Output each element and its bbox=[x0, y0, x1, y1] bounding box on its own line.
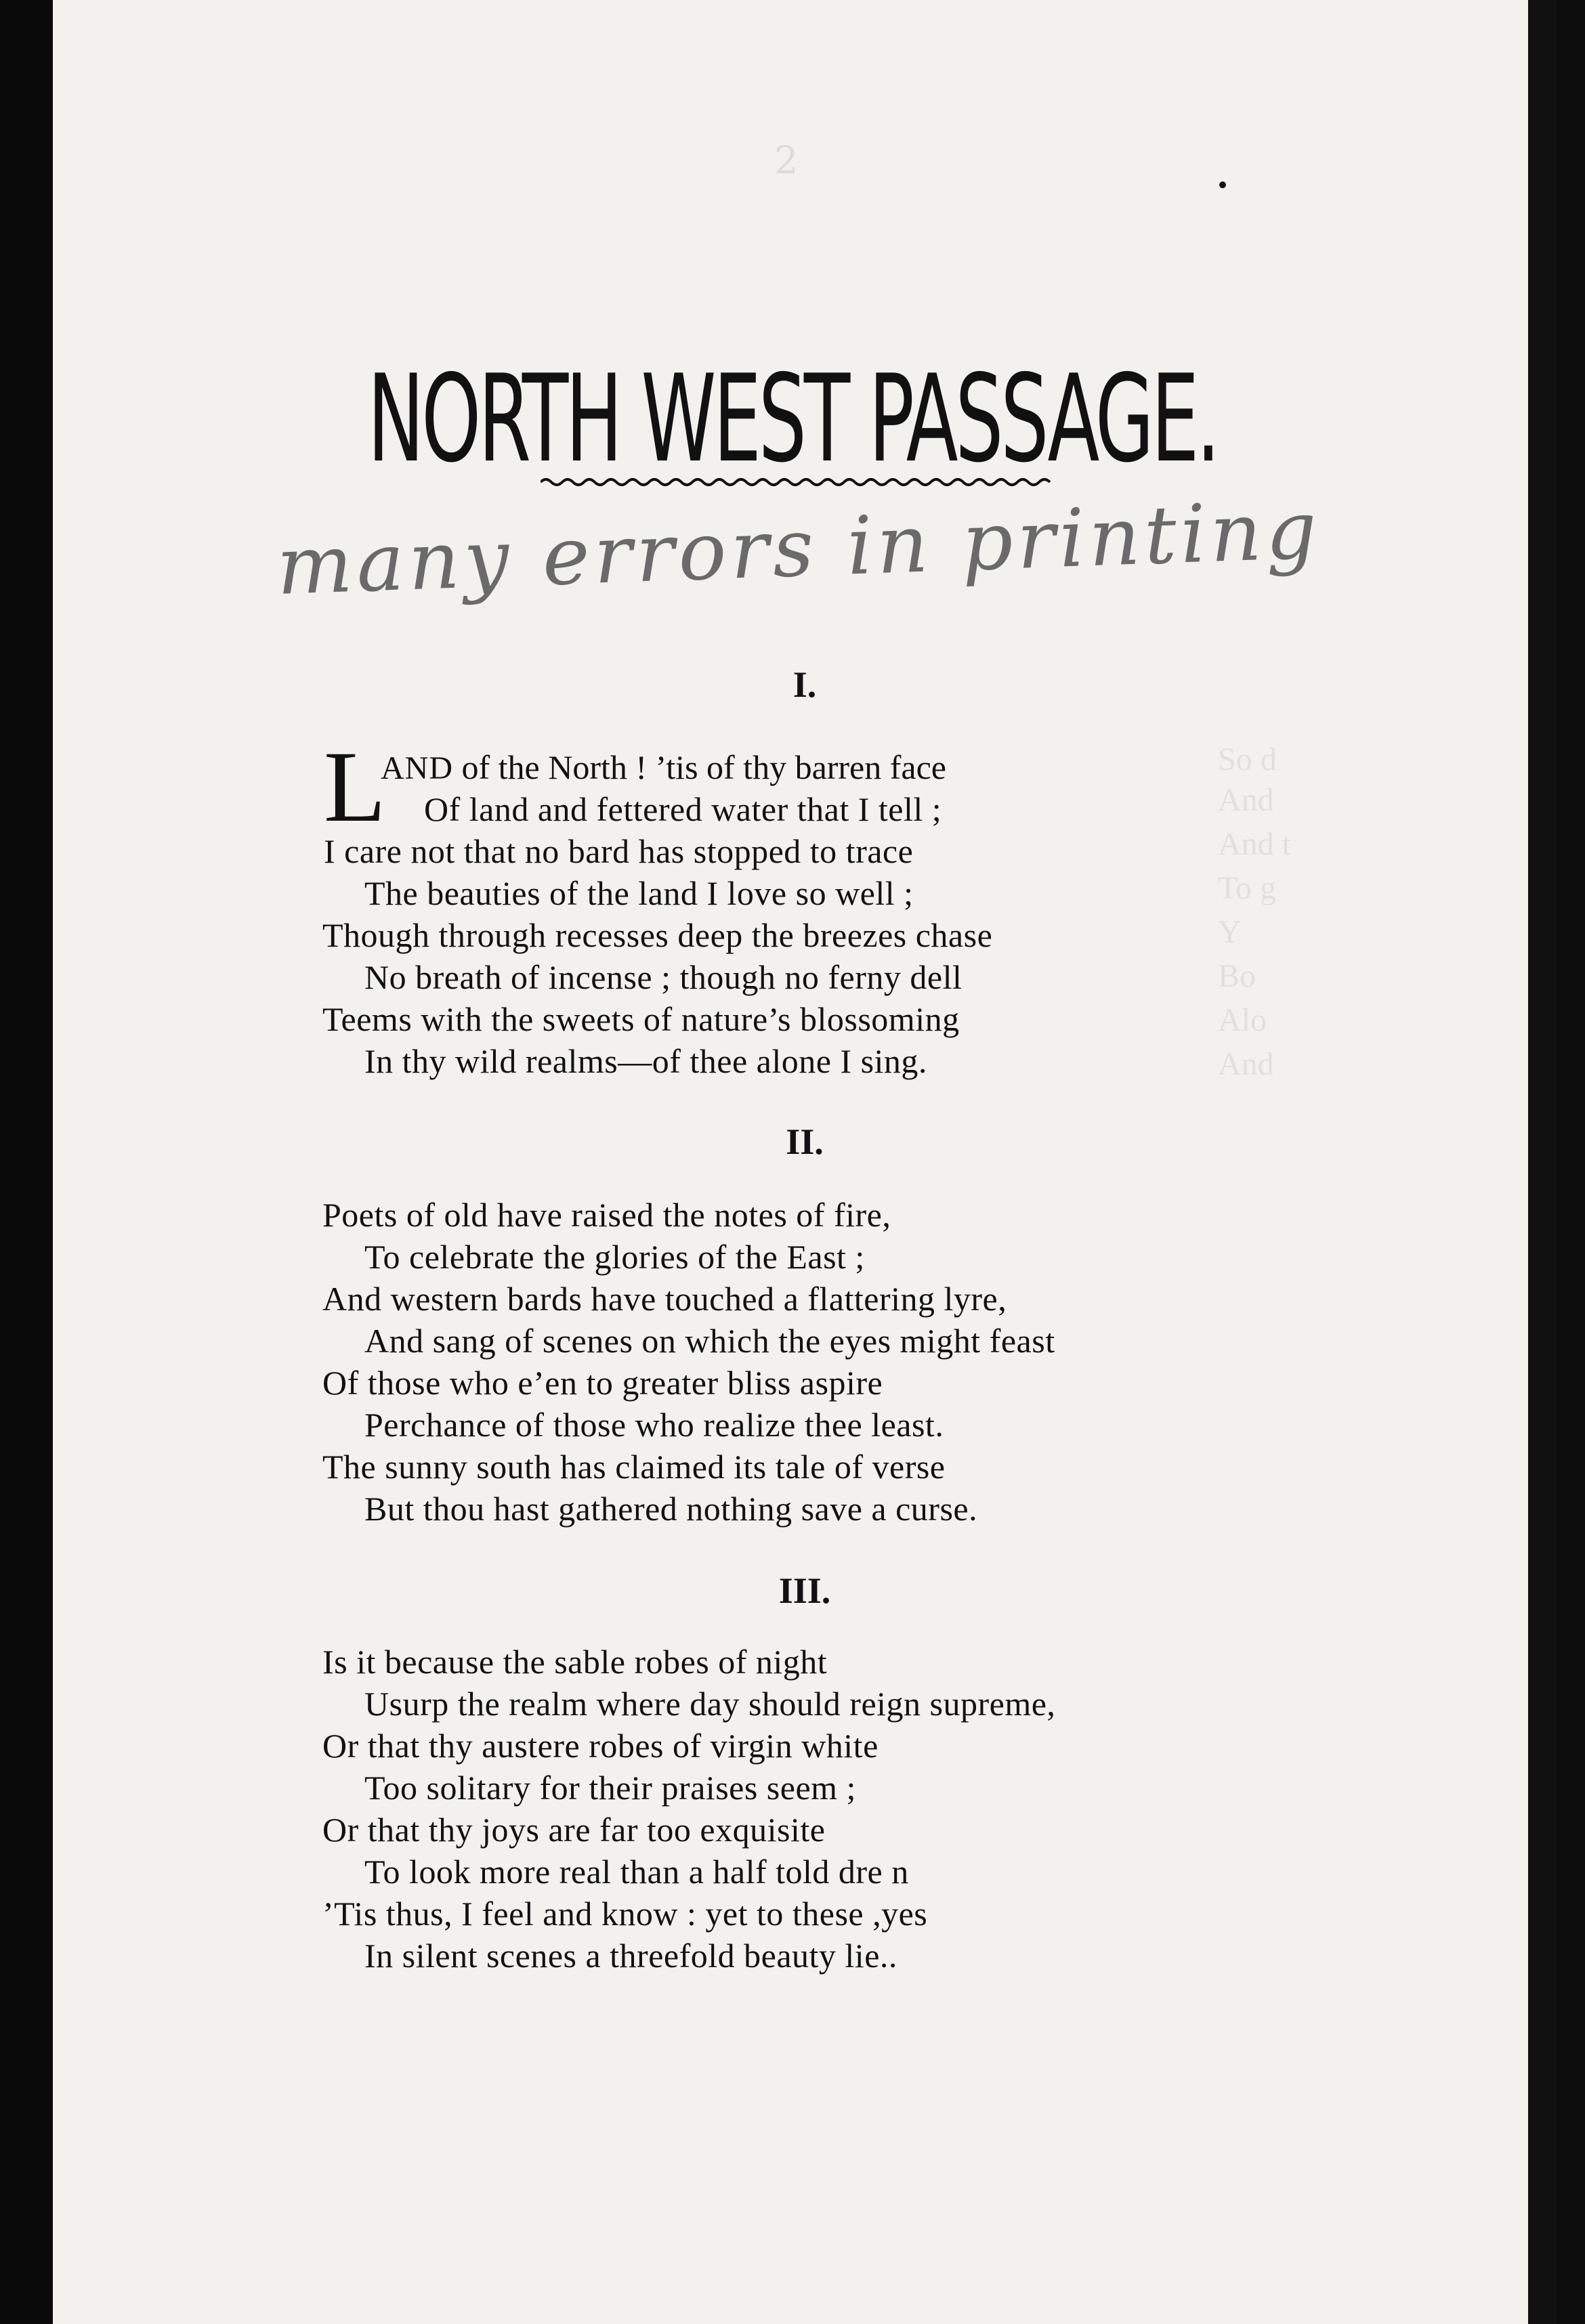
poem-line: ’Tis thus, I feel and know : yet to these ,yes bbox=[322, 1895, 928, 1933]
page-title: NORTH WEST PASSAGE. bbox=[367, 349, 1218, 490]
poem-line: To look more real than a half told dre n bbox=[364, 1853, 909, 1891]
poem-line: And sang of scenes on which the eyes might feast bbox=[364, 1322, 1055, 1360]
scan-left-border bbox=[0, 0, 53, 2324]
poem-line: In thy wild realms—of thee alone I sing. bbox=[364, 1042, 927, 1080]
poem-line: Of those who e’en to greater bliss aspire bbox=[322, 1364, 883, 1402]
show-through-text: And bbox=[1218, 1046, 1274, 1082]
show-through-text: And bbox=[1218, 782, 1274, 818]
poem-line: Too solitary for their praises seem ; bbox=[364, 1769, 856, 1807]
show-through-text: Alo bbox=[1218, 1002, 1267, 1038]
poem-line: Or that thy joys are far too exquisite bbox=[322, 1811, 826, 1849]
poem-line bbox=[381, 748, 946, 787]
show-through-text: So d bbox=[1218, 741, 1277, 777]
poem-line: Poets of old have raised the notes of fire, bbox=[322, 1196, 891, 1234]
poem-line: Of land and fettered water that I tell ; bbox=[424, 790, 942, 828]
stanza-numeral: III. bbox=[778, 1570, 831, 1611]
poem-line: Though through recesses deep the breezes chase bbox=[322, 916, 993, 954]
stanza-numeral: II. bbox=[786, 1121, 824, 1162]
show-through-text: And t bbox=[1218, 826, 1291, 862]
document-page bbox=[53, 0, 1557, 2324]
page-number: 2 bbox=[774, 139, 799, 183]
show-through-text: Y bbox=[1218, 914, 1242, 950]
poem-line: Teems with the sweets of nature’s blossoming bbox=[322, 1000, 960, 1038]
handwritten-annotation: many errors in printing bbox=[275, 483, 1323, 613]
poem-line: And western bards have touched a flattering lyre, bbox=[322, 1280, 1007, 1318]
poem-line: Usurp the realm where day should reign supreme, bbox=[364, 1685, 1056, 1723]
first-line-text: of the North ! ’tis of thy barren face bbox=[453, 748, 946, 786]
stanza-numeral: I. bbox=[792, 664, 817, 705]
show-through-text: Bo bbox=[1218, 958, 1256, 994]
poem-line: I care not that no bard has stopped to trace bbox=[324, 832, 914, 870]
drop-cap: L bbox=[324, 731, 386, 843]
wavy-rule bbox=[541, 475, 1055, 489]
ink-dot bbox=[1219, 181, 1226, 188]
small-caps-word: AND bbox=[381, 750, 453, 786]
poem-line: Or that thy austere robes of virgin white bbox=[322, 1727, 879, 1765]
poem-line: The beauties of the land I love so well ; bbox=[364, 874, 914, 912]
poem-line: But thou hast gathered nothing save a curse. bbox=[364, 1490, 978, 1528]
poem-line: Perchance of those who realize thee least. bbox=[364, 1406, 944, 1444]
poem-line: Is it because the sable robes of night bbox=[322, 1643, 828, 1681]
poem-line: No breath of incense ; though no ferny dell bbox=[364, 958, 963, 996]
poem-line: The sunny south has claimed its tale of verse bbox=[322, 1448, 946, 1486]
poem-line: To celebrate the glories of the East ; bbox=[364, 1238, 865, 1276]
show-through-text: To g bbox=[1218, 870, 1276, 906]
scan-right-border bbox=[1528, 0, 1557, 2324]
poem-line: In silent scenes a threefold beauty lie.. bbox=[364, 1937, 897, 1975]
